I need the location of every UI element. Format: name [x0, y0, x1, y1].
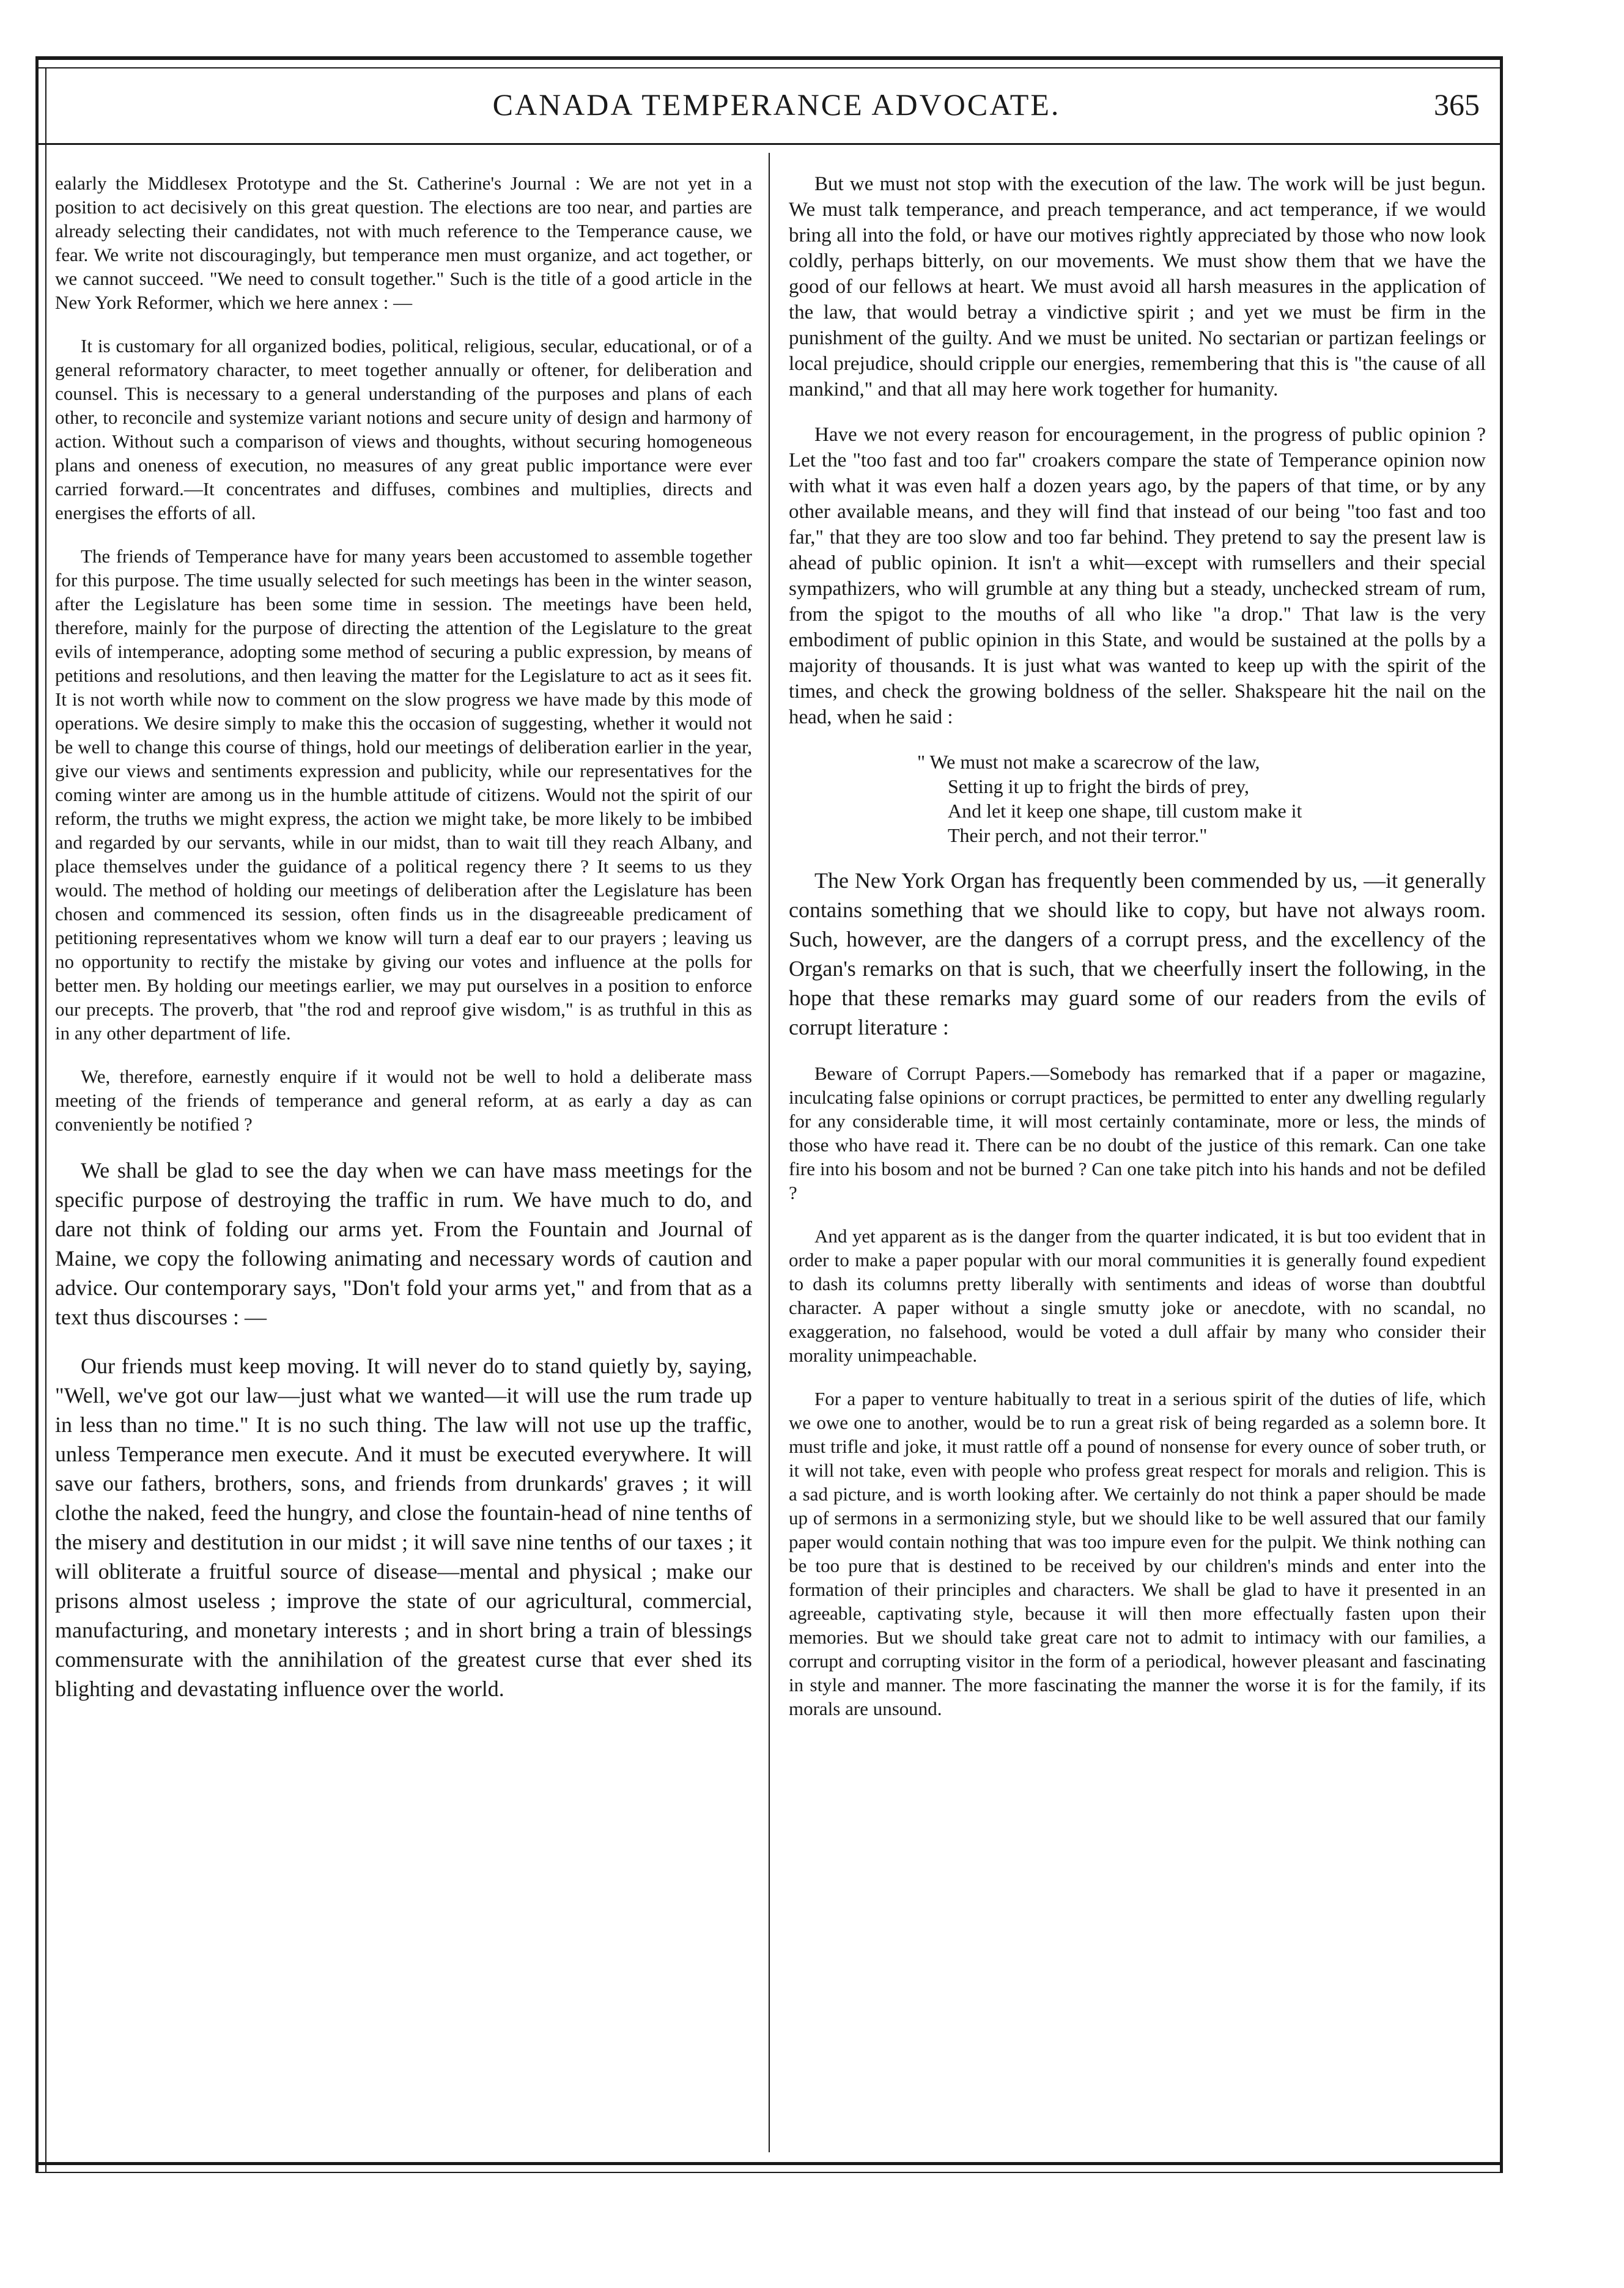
page-title: CANADA TEMPERANCE ADVOCATE.: [492, 87, 1061, 122]
article-paragraph: And yet apparent as is the danger from the quarter indicated, it is but too evident that in order to make a paper popular with our moral communities it is generally found expedient to dash its columns pretty liberally with sentiments and ideas of worse than doubtful character. A paper without a single smutty joke or anecdote, with no scandal, no exaggeration, no falsehood, would be voted a dull affair by many who consider their morality unimpeachable.: [789, 1225, 1486, 1366]
verse-line: Setting it up to fright the birds of prey,: [948, 775, 1249, 797]
page-number: 365: [1434, 87, 1480, 122]
bottom-border-inner-rule: [35, 2172, 1503, 2173]
left-border-rule: [35, 56, 39, 2173]
article-paragraph: The friends of Temperance have for many years been accustomed to assemble together for this purpose. The time usually selected for such meetings has been in the winter season, after the Legislature has been some time in session. The meetings have been held, therefore, mainly for the purpose of directing the attention of the Legislature to the great evils of intemperance, adopting some method of securing a public expression, by means of petitions and resolutions, and then leaving the matter for the Legislature to act as it sees fit. It is not worth while now to comment on the slow progress we have made by this mode of operations. We desire simply to make this the occasion of suggesting, whether it would not be well to change this course of things, hold our meetings of deliberation earlier in the year, give our views and sentiments expression and publicity, while our representatives for the coming winter are among us in the humble attitude of citizens. Would not the spirit of our reform, the truths we might express, the action we might take, be more likely to be imbibed and regarded by our servants, while in our midst, than to wait till they reach Albany, and place themselves under the guidance of a political regency there ? It seems to us they would. The method of holding our meetings of deliberation after the Legislature has been chosen and commenced its session, often finds us in the disagreeable predicament of petitioning representatives whom we know will turn a deaf ear to our prayers ; leaving us no opportunity to rectify the mistake by giving our votes and influence at the polls for better men. By holding our meetings earlier, we may put ourselves in a position to enforce our precepts. The proverb, that "the rod and reproof give wisdom," is as truthful in this as in any other department of life.: [55, 545, 752, 1044]
article-paragraph: Have we not every reason for encouragement, in the progress of public opinion ? Let the "too fast and too far" croakers compare the state of Temperance opinion now with what it was even half a dozen years ago, by the papers of that time, or by any other available means, and they will find that instead of our being "too fast and too far," that they are too slow and too far behind. They pretend to say the present law is ahead of public opinion. It isn't a whit—except with rumsellers and their special sympathizers, who will grumble at any thing but a steady, unchecked stream of rum, from the spigot to the mouths of all who like "a drop." That law is the very embodiment of public opinion in this State, and would be sustained at the polls by a majority of thousands. It is just what was wanted to keep up with the spirit of the times, and check the growing boldness of the seller. Shakspeare hit the nail on the head, when he said :: [789, 424, 1486, 728]
article-paragraph: It is customary for all organized bodies, political, religious, secular, educational, or of a general reformatory character, to meet together annually or oftener, for deliberation and counsel. This is necessary to a general understanding of the purposes and plans of each other, to reconcile and systemize variant notions and secure unity of design and harmony of action. Without such a comparison of views and thoughts, without securing homogeneous plans and oneness of execution, no measures of any great public importance were ever carried forward.—It concentrates and diffuses, combines and multiplies, directs and energises the efforts of all.: [55, 335, 752, 523]
right-column: [789, 171, 1486, 1740]
column-divider: [769, 153, 770, 2152]
header-rule: [35, 143, 1503, 145]
verse-line: And let it keep one shape, till custom make it: [948, 800, 1302, 822]
left-border-inner-rule: [45, 67, 46, 2173]
article-paragraph: Beware of Corrupt Papers.—Somebody has remarked that if a paper or magazine, inculcating false opinions or corrupt practices, be permitted to enter any dwelling regularly for any considerable time, it will most certainly contaminate, more or less, the minds of those who have read it. There can be no doubt of the justice of this remark. Can one take fire into his bosom and not be burned ? Can one take pitch into his hands and not be defiled ?: [789, 1063, 1486, 1203]
left-column: [55, 171, 752, 1723]
article-paragraph: Our friends must keep moving. It will never do to stand quietly by, saying, "Well, we've got our law—just what we wanted—it will use the rum trade up in less than no time." It is no such thing. The law will not use up the traffic, unless Temperance men execute. And it must be executed everywhere. It will save our fathers, brothers, sons, and friends from drunkards' graves ; it will clothe the naked, feed the hungry, and close the fountain-head of nine tenths of the misery and destitution in our midst ; it will save nine tenths of our taxes ; it will obliterate a fruitful source of disease—mental and physical ; make our prisons almost useless ; improve the state of our agricultural, commercial, manufacturing, and monetary interests ; and in short bring a train of blessings commensurate with the annihilation of the greatest curse that ever shed its blighting and devastating influence over the world.: [55, 1354, 752, 1701]
article-paragraph: The New York Organ has frequently been commended by us, —it generally contains something that we should like to copy, but have not always room. Such, however, are the dangers of a corrupt press, and the excellency of the Organ's remarks on that is such, that we cheerfully insert the following, in the hope that these remarks may guard some of our readers from the evils of corrupt literature :: [789, 868, 1486, 1039]
article-paragraph: But we must not stop with the execution of the law. The work will be just begun. We must talk temperance, and preach temperance, and act temperance, if we would bring all into the fold, or have our motives rightly appreciated by those who now look coldly, perhaps bitterly, on our movements. We must show them that we have the good of our fellows at heart. We must avoid all harsh measures in the application of the law, that would betray a vindictive spirit ; and yet we must be firm in the punishment of the guilty. And we must be united. No sectarian or partizan feelings or local prejudice, should cripple our energies, remembering that this is "the cause of all mankind," and that all may here work together for humanity.: [789, 173, 1486, 400]
right-border-rule: [1500, 56, 1503, 2173]
article-paragraph: For a paper to venture habitually to treat in a serious spirit of the duties of life, which we owe one to another, would be to run a great risk of being regarded as a solemn bore. It must trifle and joke, it must rattle off a pound of nonsense for every ounce of sober truth, or it will not take, even with people who profess great respect for morals and religion. This is a sad picture, and is worth looking after. We certainly do not think a paper should be made up of sermons in a sermonizing style, but we should like to be well assured that our family paper would contain nothing that was too impure even for the pulpit. We think nothing can be too pure that is destined to be received by our children's minds and enter into the formation of their principles and characters. We shall be glad to have it presented in an agreeable, captivating style, because it will then more effectually fasten upon their memories. But we should take great care not to admit to intimacy with our families, a corrupt and corrupting visitor in the form of a periodical, however pleasant and fascinating in style and manner. The more fascinating the manner the worse it is for the family, if its morals are unsound.: [789, 1388, 1486, 1719]
verse-line: Their perch, and not their terror.": [948, 824, 1208, 846]
bottom-border-rule: [35, 2162, 1503, 2165]
article-paragraph: ealarly the Middlesex Prototype and the St. Catherine's Journal : We are not yet in a position to act decisively on this great question. The elections are too near, and parties are already selecting their candidates, not with much reference to the Temperance cause, we fear. We write not discouragingly, but temperance men must organize, and act together, or we cannot succeed. "We need to consult together." Such is the title of a good article in the New York Reformer, which we here annex : —: [55, 172, 752, 313]
top-border-rule: [35, 56, 1503, 60]
top-border-inner-rule: [35, 67, 1503, 68]
shakespeare-quote: [917, 750, 1486, 847]
article-paragraph: We, therefore, earnestly enquire if it would not be well to hold a deliberate mass meeting of the friends of temperance and general reform, at as early a day as can conveniently be notified ?: [55, 1066, 752, 1135]
article-paragraph: We shall be glad to see the day when we can have mass meetings for the specific purpose of destroying the traffic in rum. We have much to do, and dare not think of folding our arms yet. From the Fountain and Journal of Maine, we copy the following animating and necessary words of caution and advice. Our contemporary says, "Don't fold your arms yet," and from that as a text thus discourses : —: [55, 1158, 752, 1329]
verse-line: " We must not make a scarecrow of the law,: [917, 751, 1260, 773]
page-header: [61, 79, 1492, 141]
